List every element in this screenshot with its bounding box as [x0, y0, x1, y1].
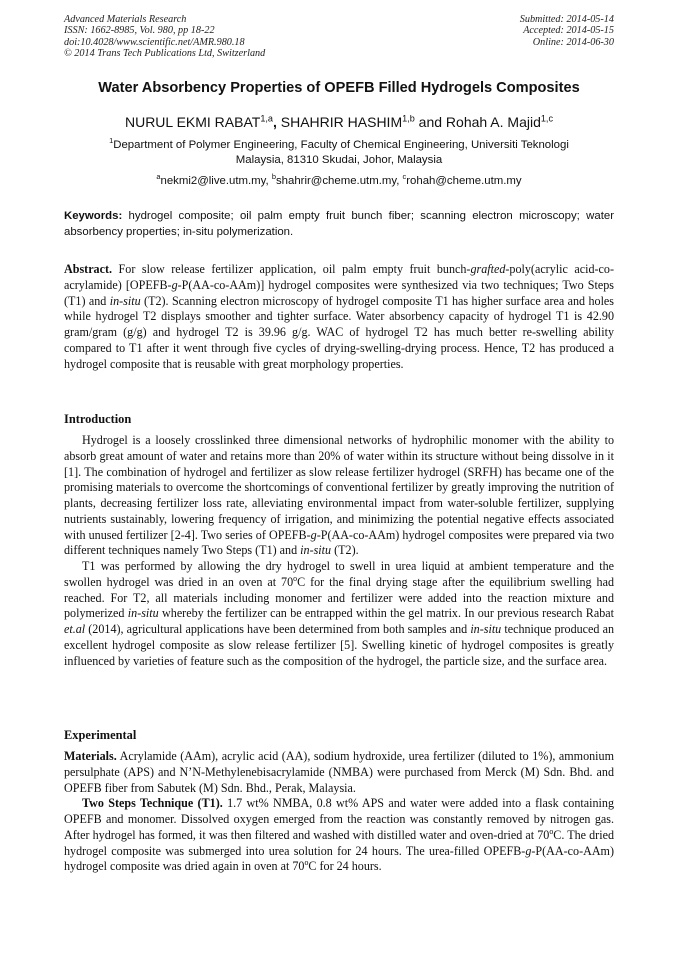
keywords-text: hydrogel composite; oil palm empty fruit bunch fiber; scanning electron microscopy; water absorbency properties; in-situ polymerization. [64, 210, 614, 238]
paragraph [64, 749, 614, 796]
email-c: rohah@cheme.utm.my [406, 175, 522, 187]
degree-marker: o [293, 573, 298, 583]
author-3-affil: 1,c [540, 113, 554, 124]
email-b-marker: b [271, 172, 276, 182]
author-3: Rohah A. Majid [445, 114, 541, 130]
paragraph-text: (2014), agricultural applications have been determined from both samples and [85, 622, 471, 636]
date-online: Online: 2014-06-30 [532, 36, 614, 48]
author-list [0, 114, 678, 130]
affiliation-line-2: Malaysia, 81310 Skudai, Johor, Malaysia [235, 154, 443, 166]
paragraph-text: C. The dried hydrogel composite was submerged into urea solution for 24 hours. The urea-filled OPEFB- [64, 827, 614, 858]
author-and: and [414, 114, 446, 130]
email-a-marker: a [156, 172, 161, 182]
abstract-italic: g [171, 277, 178, 292]
paper-title: Water Absorbency Properties of OPEFB Filled Hydrogels Composites [98, 80, 580, 96]
abstract-text: -P(AA-co-AAm)] hydrogel composites were synthesized via two techniques; Two Steps (T1) and [64, 277, 614, 308]
abstract-italic: grafted [470, 262, 506, 276]
paragraph-text: (T2). [331, 543, 359, 558]
journal-doi: doi:10.4028/www.scientific.net/AMR.980.18 [64, 36, 245, 48]
paragraph-italic: g [525, 843, 532, 858]
introduction-body [64, 433, 614, 669]
paragraph-text: Hydrogel is a loosely crosslinked three dimensional networks of hydrophilic monomer with the ability to absorb great amount of water and retains more than 20% of water within its structure without being dissolve in it [1]. The combination of hydrogel and fertilizer as slow release fertilizer hydrogel (SRFH) has became one of the promising materials to overcome the shortcomings of conventional fertilizer by greatly improving the nutrition of plants, decreasing fertilizer loss rate, alleviating environmental impact from water-soluble fertilizer, supplying nutrients sustainably, lowering frequency of irrigation, and minimizing the potential negative effects associated with unused fertilizer [2-4]. Two series of OPEFB- [64, 433, 614, 542]
affiliation-marker: 1 [109, 136, 114, 146]
author-1-affil: 1,a [260, 113, 273, 124]
abstract-italic: in-situ [109, 293, 141, 308]
paragraph-text: C for 24 hours. [308, 859, 382, 874]
section-heading-introduction: Introduction [64, 412, 132, 426]
abstract-text: For slow release fertilizer application, oil palm empty fruit bunch- [112, 262, 471, 276]
email-b: shahrir@cheme.utm.my, [275, 175, 403, 187]
date-submitted: Submitted: 2014-05-14 [519, 14, 614, 25]
journal-issn: ISSN: 1662-8985, Vol. 980, pp 18-22 [64, 25, 215, 37]
subsection-label-two-steps: Two Steps Technique (T1). [82, 796, 223, 811]
journal-name: Advanced Materials Research [64, 14, 187, 25]
paragraph-italic: in-situ [127, 606, 159, 621]
paragraph-text: -P(AA-co-AAm) hydrogel composite was dried again in oven at 70 [64, 843, 614, 874]
degree-marker: o [304, 858, 309, 868]
paragraph-text: 1.7 wt% NMBA, 0.8 wt% APS and water were added into a flask containing OPEFB and monomer. Dissolved oxygen emerged from the reaction was constantly removed by nitrogen gas. After hydrogel has formed, it was then filtered and washed with distilled water and oven-dried at 70 [64, 796, 614, 842]
paragraph-text: Acrylamide (AAm), acrylic acid (AA), sodium hydroxide, urea fertilizer (diluted to 1%), ammonium persulphate (APS) and N’N-Methylenebisacrylamide (NMBA) were purchased from Merck (M) Sdn. Bhd. and OPEFB fiber from Sabutek (M) Sdn. Bhd., Perak, Malaysia. [64, 749, 614, 795]
abstract-label: Abstract. [64, 262, 113, 276]
paragraph-text: whereby the fertilizer can be entrapped within the gel matrix. In our previous research Rabat [158, 606, 614, 621]
abstract-text: (T2). Scanning electron microscopy of hydrogel composite T1 has higher surface area and holes while hydrogel T2 displays smoother and tighter surface. Water absorbency capacity of hydrogel T1 is 42.90 gram/gram (g/g) and hydrogel T2 is 39.96 g/g. WAC of hydrogel T2 has much better re-swelling ability compared to T1 after it went through five cycles of drying-swelling-drying process. Hence, T2 has produced a hydrogel composite that is reusable with great morphology properties. [64, 293, 614, 371]
affiliation-line-1: Department of Polymer Engineering, Faculty of Chemical Engineering, Universiti Teknologi [113, 139, 569, 151]
author-separator: , [272, 114, 281, 130]
author-1: NURUL EKMI RABAT [124, 114, 261, 130]
date-accepted: Accepted: 2014-05-15 [523, 25, 614, 37]
affiliation [64, 138, 614, 168]
abstract-text: -poly(acrylic acid-co-acrylamide) [OPEFB- [64, 262, 614, 292]
section-heading-experimental: Experimental [64, 728, 137, 742]
paragraph-italic: in-situ [470, 622, 502, 636]
keywords [64, 209, 614, 240]
paragraph [64, 796, 614, 875]
subsection-label-materials: Materials. [64, 749, 117, 763]
experimental-body [64, 749, 614, 875]
author-emails [0, 172, 678, 187]
paragraph-text: -P(AA-co-AAm) hydrogel composites were prepared via two different techniques namely Two Steps (T1) and [64, 527, 614, 558]
keywords-label: Keywords: [64, 210, 123, 222]
journal-header-left [64, 14, 265, 59]
author-2: SHAHRIR HASHIM [280, 114, 403, 130]
paragraph [64, 433, 614, 559]
journal-header-right [520, 14, 614, 48]
paragraph-text: C for the final drying stage after the equilibrium swelling had reached. For T2, all materials including monomer and fertilizer were added into the reaction mixture and polymerized [64, 574, 615, 621]
email-a: nekmi2@live.utm.my, [160, 175, 272, 187]
abstract [64, 262, 614, 372]
paragraph-text: technique produced an excellent hydrogel composite as slow release fertilizer [5]. Swelling kinetic of hydrogel composites is greatly influenced by varieties of feature such as the composition of the hydrogel, the particle size, and the surface area. [64, 622, 614, 668]
degree-marker: o [549, 826, 554, 836]
paragraph [64, 559, 614, 669]
paragraph-text: T1 was performed by allowing the dry hydrogel to swell in urea liquid at ambient temperature and the swollen hydrogel was dried in an oven at 70 [64, 559, 614, 589]
paragraph-italic: g [310, 527, 317, 542]
paragraph-italic: et.al [64, 622, 86, 636]
email-c-marker: c [402, 172, 407, 182]
author-2-affil: 1,b [402, 113, 415, 124]
paragraph-italic: in-situ [300, 543, 332, 558]
journal-copyright: © 2014 Trans Tech Publications Ltd, Switzerland [64, 47, 266, 59]
